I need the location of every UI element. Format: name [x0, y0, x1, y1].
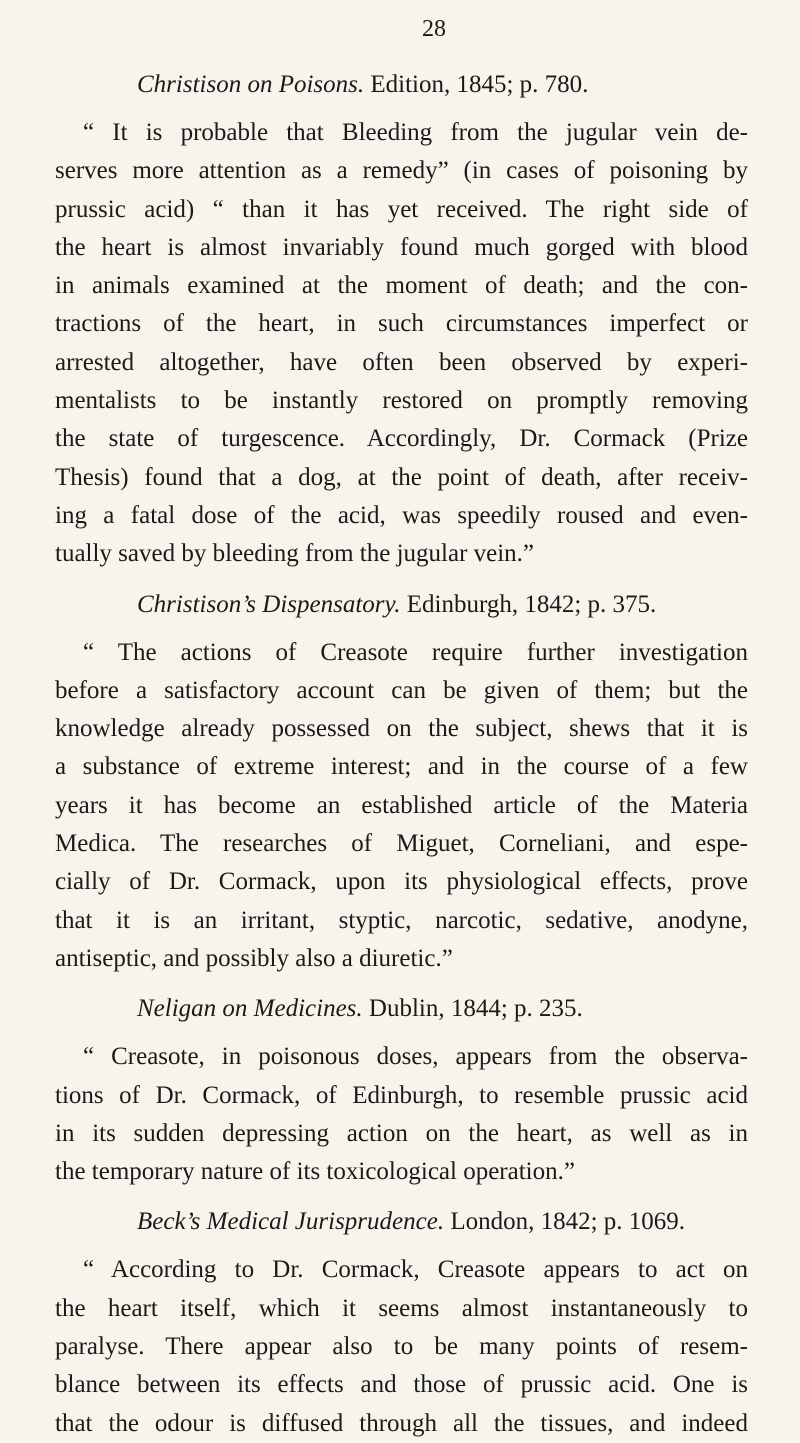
text-line: “ It is probable that Bleeding from the jugular vein de-: [83, 119, 748, 146]
work-details: London, 1842; p. 1069.: [450, 1208, 686, 1236]
text-line: blance between its effects and those of prussic acid. One is: [55, 1371, 748, 1399]
work-title: Christison’s Dispensatory.: [137, 590, 401, 618]
text-line: the heart is almost invariably found much gorged with blood: [55, 233, 748, 261]
text-line: the state of turgescence. Accordingly, Dr. Cormack (Prize: [55, 425, 748, 453]
text-line: the temporary nature of its toxicological operation.”: [55, 1158, 575, 1186]
text-line: Medica. The researches of Miguet, Corneliani, and espe-: [55, 830, 748, 858]
quotation: [55, 114, 748, 574]
citation-entry: [55, 1203, 748, 1442]
text-line: prussic acid) “ than it has yet received. The right side of: [55, 195, 748, 223]
text-line: years it has become an established article of the Materia: [55, 791, 748, 819]
text-line: tually saved by bleeding from the jugular vein.”: [55, 540, 535, 568]
work-details: Edition, 1845; p. 780.: [370, 71, 589, 98]
quotation: [55, 1251, 748, 1442]
citation-heading: [55, 586, 748, 624]
text-line: arrested altogether, have often been observed by experi-: [55, 348, 748, 376]
text-line: “ The actions of Creasote require further investigation: [83, 638, 748, 666]
text-line: paralyse. There appear also to be many points of resem-: [55, 1333, 748, 1361]
text-line: in its sudden depressing action on the heart, as well as in: [55, 1119, 748, 1147]
text-line: antiseptic, and possibly also a diuretic.”: [55, 944, 453, 972]
text-line: a substance of extreme interest; and in the course of a few: [55, 753, 748, 781]
text-line: that it is an irritant, styptic, narcotic, sedative, anodyne,: [55, 906, 748, 934]
work-title: Christison on Poisons.: [137, 71, 365, 98]
text-line: “ According to Dr. Cormack, Creasote appears to act on: [83, 1256, 748, 1284]
text-line: in animals examined at the moment of death; and the con-: [55, 272, 748, 300]
text-line: serves more attention as a remedy” (in cases of poisoning by: [55, 157, 748, 185]
work-title: Beck’s Medical Jurisprudence.: [137, 1208, 445, 1236]
text-line: before a satisfactory account can be given of them; but the: [55, 676, 748, 704]
work-title: Neligan on Medicines.: [137, 995, 363, 1023]
citation-entry: [55, 586, 748, 979]
citation-entry: [55, 990, 748, 1191]
text-line: tractions of the heart, in such circumstances imperfect or: [55, 310, 748, 338]
text-line: ing a fatal dose of the acid, was speedily roused and even-: [55, 501, 748, 529]
text-line: that the odour is diffused through all the tissues, and indeed: [55, 1409, 748, 1437]
text-line: tions of Dr. Cormack, of Edinburgh, to resemble prussic acid: [55, 1081, 748, 1109]
page-number: 28: [422, 16, 446, 42]
text-line: “ Creasote, in poisonous doses, appears from the observa-: [83, 1043, 748, 1071]
text-line: knowledge already possessed on the subject, shews that it is: [55, 715, 748, 743]
text-line: cially of Dr. Cormack, upon its physiological effects, prove: [55, 868, 748, 896]
citation-entry: [55, 66, 748, 574]
work-details: Edinburgh, 1842; p. 375.: [406, 590, 657, 618]
work-details: Dublin, 1844; p. 235.: [368, 995, 583, 1023]
citation-heading: [55, 990, 748, 1028]
citation-heading: [55, 1203, 748, 1241]
text-line: the heart itself, which it seems almost instantaneously to: [55, 1294, 748, 1322]
text-line: Thesis) found that a dog, at the point of death, after receiv-: [55, 463, 748, 491]
quotation: [55, 1038, 748, 1191]
quotation: [55, 634, 748, 979]
citation-heading: [55, 66, 748, 104]
text-line: mentalists to be instantly restored on promptly removing: [55, 387, 748, 415]
